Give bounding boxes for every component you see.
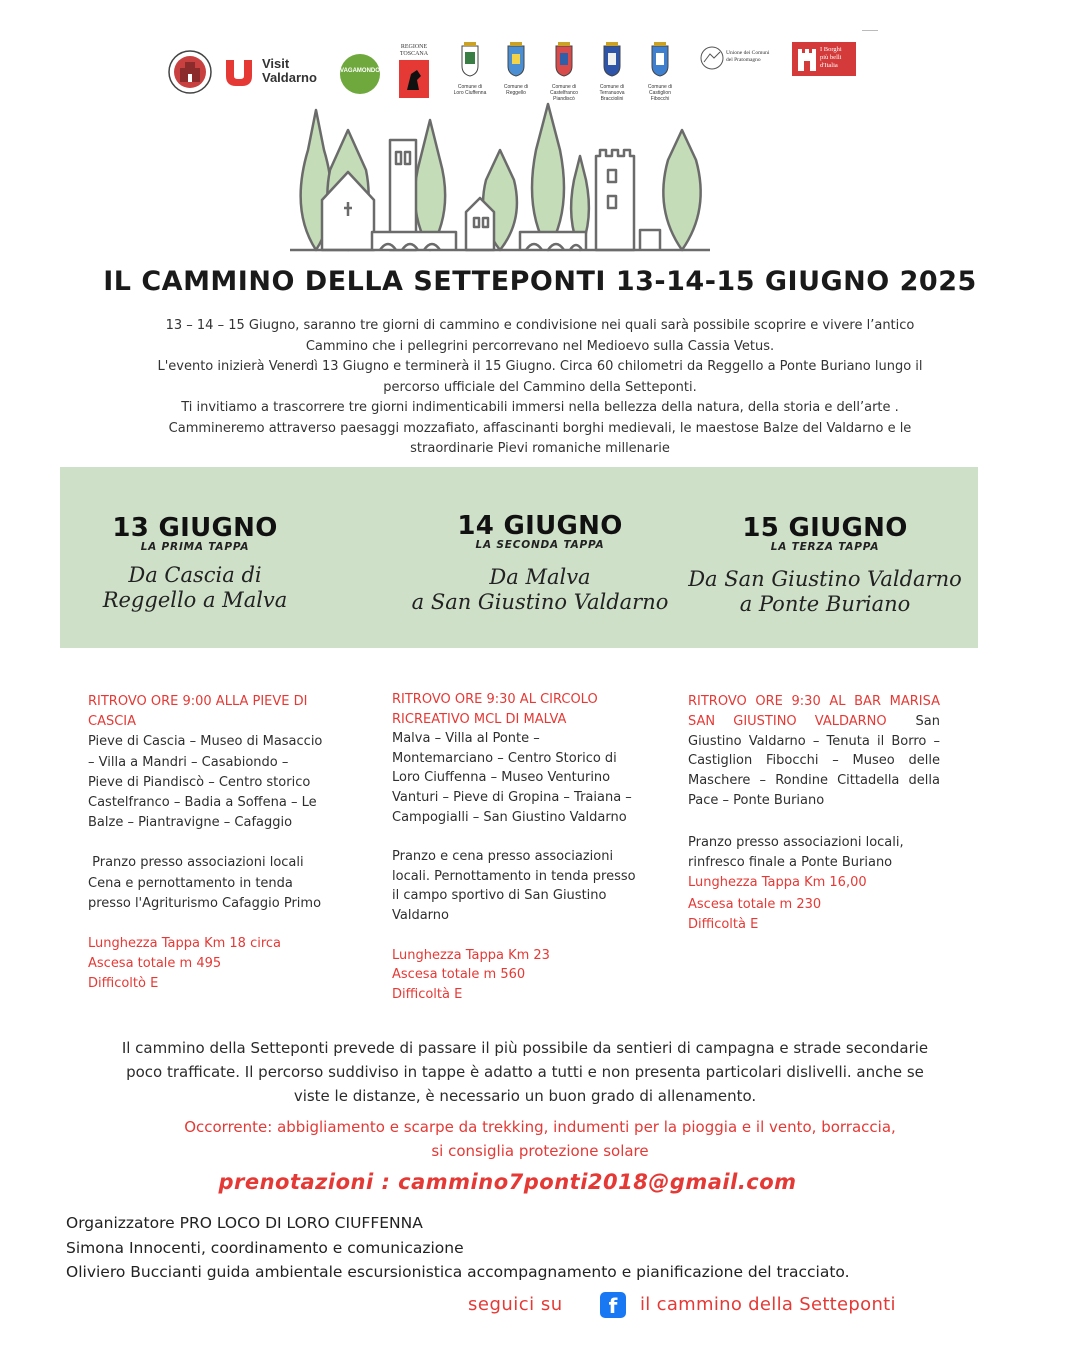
- stage-1-header: [90, 513, 300, 613]
- route-places: Castiglion Fibocchi – Museo delle: [688, 753, 940, 769]
- stage-length: Lunghezza Tappa Km 23: [392, 947, 550, 963]
- facebook-page-link[interactable]: il cammino della Setteponti: [640, 1294, 896, 1315]
- equipment-needed: [100, 1115, 980, 1163]
- route-places: Pieve di Cascia – Museo di Masaccio: [88, 734, 323, 750]
- comune-terranuova-logo: Comune di Terranuova Bracciolini: [592, 42, 632, 102]
- stage-label: LA SECONDA TAPPA: [475, 539, 605, 551]
- route-notes: [70, 1036, 980, 1108]
- route-places: Malva – Villa al Ponte –: [392, 731, 540, 747]
- route-places: – Villa a Mandri – Casabiondo –: [88, 754, 289, 770]
- notes-line: Il cammino della Setteponti prevede di passare il più possibile da sentieri di campagna e strade secondarie: [121, 1039, 929, 1057]
- stage-date: 14 GIUGNO: [457, 511, 623, 541]
- top-divider: [862, 30, 878, 31]
- food-lodging: Pranzo presso associazioni locali: [88, 855, 304, 871]
- route-places: Pieve di Piandiscò – Centro storico: [88, 774, 311, 790]
- stage-date: 13 GIUGNO: [112, 513, 278, 543]
- meeting-point: CASCIA: [88, 714, 137, 730]
- intro-line: 13 – 14 – 15 Giugno, saranno tre giorni di cammino e condivisione nei quali sarà possibile scoprire e vivere l’antico: [165, 318, 915, 333]
- intro-line: L'evento inizierà Venerdì 13 Giugno e terminerà il 15 Giugno. Circa 60 chilometri da Reggello a Ponte Buriano lungo il: [157, 359, 923, 374]
- comune-reggello-logo: Comune di Reggello: [496, 42, 536, 96]
- stage-label: LA TERZA TAPPA: [770, 541, 880, 553]
- unione-comuni-logo: Unione dei Comuni del Pratomagno: [700, 46, 780, 76]
- meeting-place: SAN GIUSTINO VALDARNO: [688, 713, 887, 729]
- organizer-line: Organizzatore PRO LOCO DI LORO CIUFFENNA: [66, 1214, 423, 1232]
- stage-difficulty: Difficoltà E: [392, 986, 463, 1002]
- follow-label: seguici su: [468, 1294, 563, 1315]
- comune-loro-ciuffenna-logo: Comune di Loro Ciuffenna: [450, 42, 490, 96]
- food-lodging: Pranzo presso associazioni locali,: [688, 834, 904, 850]
- stage-ascent: Ascesa totale m 560: [392, 967, 526, 983]
- intro-line: Ti invitiamo a trascorrere tre giorni indimenticabili immersi nella bellezza della natura, della storia e dell’arte .: [181, 400, 899, 415]
- stage-route: Da Cascia di Reggello a Malva: [102, 563, 288, 612]
- route-places: Campogialli – San Giustino Valdarno: [392, 809, 627, 825]
- stages-band: [60, 467, 978, 648]
- intro-text: [100, 316, 980, 460]
- route-places: Balze – Piantravigne – Cafaggio: [88, 815, 293, 831]
- stage-ascent: Ascesa totale m 230: [688, 897, 822, 913]
- stage-difficulty: Difficoltò E: [88, 976, 159, 992]
- stage-route: Da San Giustino Valdarno a Ponte Buriano: [688, 567, 962, 616]
- stage-label: LA PRIMA TAPPA: [140, 541, 250, 553]
- facebook-icon[interactable]: f: [600, 1292, 626, 1318]
- stage-2-header: [380, 511, 700, 615]
- food-lodging: presso l'Agriturismo Cafaggio Primo: [88, 895, 322, 911]
- needs-line: si consiglia protezione solare: [431, 1142, 649, 1160]
- food-lodging: il campo sportivo di San Giustino: [392, 888, 607, 904]
- food-lodging: locali. Pernottamento in tenda presso: [392, 868, 636, 884]
- page-title: IL CAMMINO DELLA SETTEPONTI 13-14-15 GIUGNO 2025: [103, 266, 977, 297]
- stage-length: Lunghezza Tappa Km 16,00: [688, 875, 867, 891]
- route-places: Loro Ciuffenna – Museo Venturino: [392, 770, 611, 786]
- food-lodging: Valdarno: [392, 907, 449, 923]
- route-places: Castelfranco – Badia a Soffena – Le: [88, 795, 317, 811]
- needs-line: Occorrente: abbigliamento e scarpe da trekking, indumenti per la pioggia e il vento, borraccia,: [184, 1118, 896, 1136]
- route-places: Montemarciano – Centro Storico di: [392, 750, 617, 766]
- organizers: [66, 1211, 1016, 1285]
- stage-1-details: [88, 692, 350, 995]
- social-follow: [468, 1290, 968, 1320]
- organizer-line: Oliviero Buccianti guida ambientale escursionistica accompagnamento e pianificazione del tracciato.: [66, 1263, 850, 1281]
- meeting-point: [688, 712, 940, 732]
- sponsor-logos: [168, 40, 868, 102]
- meeting-point: RITROVO ORE 9:30 AL BAR MARISA: [688, 694, 940, 709]
- borghi-belli-logo: I Borghi più belli d'Italia: [792, 42, 856, 76]
- stage-ascent: Ascesa totale m 495: [88, 956, 222, 972]
- stage-difficulty: Difficoltà E: [688, 916, 759, 932]
- intro-line: straordinarie Pievi romaniche millenarie: [410, 441, 670, 456]
- meeting-place-tail: San: [915, 713, 940, 729]
- village-trees-illustration: [280, 100, 720, 260]
- notes-line: poco trafficate. Il percorso suddiviso in tappe è adatto a tutti e non presenta particolari dislivelli. anche se: [126, 1063, 924, 1081]
- comune-castelfranco-logo: Comune di Castelfranco Piandiscò: [544, 42, 584, 102]
- stage-length: Lunghezza Tappa Km 18 circa: [88, 936, 282, 952]
- stage-2-details: [392, 690, 662, 1004]
- food-lodging: rinfresco finale a Ponte Buriano: [688, 854, 893, 870]
- regione-toscana-logo: REGIONE TOSCANA: [396, 44, 432, 100]
- booking-email[interactable]: prenotazioni : cammino7ponti2018@gmail.com: [218, 1170, 797, 1194]
- meeting-point: RITROVO ORE 9:30 AL CIRCOLO: [392, 692, 598, 707]
- meeting-point: RICREATIVO MCL DI MALVA: [392, 711, 567, 727]
- organizer-line: Simona Innocenti, coordinamento e comunicazione: [66, 1238, 464, 1257]
- stage-3-details: [688, 692, 940, 935]
- stage-route: Da Malva a San Giustino Valdarno: [411, 565, 669, 614]
- visit-valdarno-logo: Visit Valdarno: [222, 56, 332, 90]
- notes-line: viste le distanze, è necessario un buon grado di allenamento.: [293, 1087, 757, 1105]
- vagamondo-logo: VAGAMONDO: [340, 54, 380, 94]
- intro-line: Cammineremo attraverso paesaggi mozzafiato, affascinanti borghi medievali, le maestose Balze del Valdarno e le: [168, 420, 912, 436]
- stage-3-header: [680, 513, 970, 617]
- comune-castiglion-logo: Comune di Castiglion Fibocchi: [640, 42, 680, 102]
- pro-loco-logo: [168, 50, 212, 94]
- food-lodging: Pranzo e cena presso associazioni: [392, 849, 614, 865]
- route-places: Maschere – Rondine Cittadella della: [688, 773, 940, 789]
- stage-date: 15 GIUGNO: [742, 513, 908, 543]
- route-places: Pace – Ponte Buriano: [688, 792, 825, 808]
- intro-line: Cammino che i pellegrini percorrevano nel Medioevo sulla Cassia Vetus.: [305, 338, 775, 354]
- intro-line: percorso ufficiale del Cammino della Setteponti.: [383, 379, 697, 395]
- meeting-point: RITROVO ORE 9:00 ALLA PIEVE DI: [88, 694, 308, 709]
- food-lodging: Cena e pernottamento in tenda: [88, 875, 293, 891]
- route-places: Vanturi – Pieve di Gropina – Traiana –: [392, 789, 632, 805]
- route-places: Giustino Valdarno – Tenuta il Borro –: [688, 733, 940, 749]
